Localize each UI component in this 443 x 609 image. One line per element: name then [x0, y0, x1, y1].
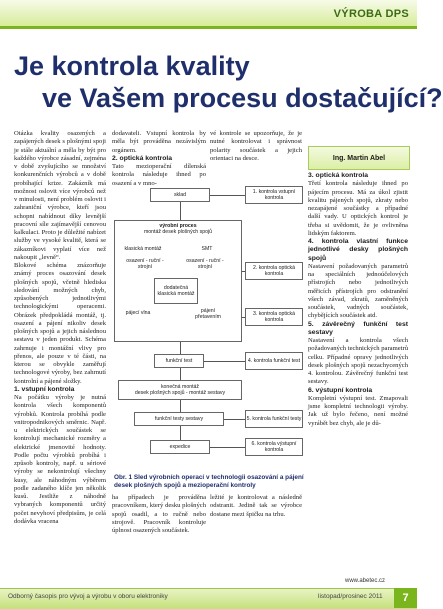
box-expedice: expedice [150, 440, 210, 454]
section-heading: 6. výstupní kontrola [308, 386, 373, 394]
box-funkcni-test: funkční test [154, 354, 204, 368]
connector [204, 361, 245, 362]
title-line-1: Je kontrola kvality [14, 51, 250, 81]
label-pajeni-vlna: pájecí vlna [125, 310, 151, 316]
connector [242, 271, 245, 272]
text-column-2-top [112, 130, 206, 187]
process-diagram [110, 182, 305, 470]
paragraph: vé kontrole se upozorňuje, že je nutné kontrolovat i správnost polarity součástek a jejich orientaci na desce. [210, 130, 302, 162]
paragraph: ha případech je prováděna pracovníkem, který desku plošných spojů osadil, a to ručně nebo strojově. Pracovník kontroluje úplnost osazených součástek. [112, 494, 206, 534]
label-konecna-2: desek plošných spojů - montáž sestavy [134, 390, 226, 396]
label-klasicka: klasická montáž [124, 246, 162, 252]
label-konecna: konečná montáž [160, 384, 200, 390]
label-osazeni-1: osazení - ruční - strojní [126, 258, 164, 270]
text-column-3-top [210, 130, 302, 178]
box-control-6: 6. kontrola výstupní kontrola [245, 438, 303, 456]
box-control-1: 1. kontrola vstupní kontrola [245, 186, 303, 204]
footer-date: listopad/prosinec 2011 [318, 593, 383, 600]
label-smt: SMT [201, 246, 213, 252]
paragraph: Nastavení a kontrola všech požadovaných technických parametrů celku. Případné opravy jednotlivých desek plošných spojů nezachycených 4. kontrolou. Závěrečný funkční test sestavy. [308, 337, 408, 386]
page-number: 7 [394, 588, 417, 608]
figure-caption: Obr. 1 Sled výrobních operací v technologii osazování a pájení desek plošných spojů a mezioperační kontroly [114, 474, 304, 489]
box-control-3: 3. kontrola optická kontrola [245, 308, 303, 326]
paragraph: Blokové schéma znázorňuje známý proces osazování desek plošných spojů, včetně hlediska sledování možných chyb, způsobených jednotlivými technologickými operacemi. Obrázek předpokládá montáž, tj. osazení a pájení nikoliv desek plošných spojů a jejich následnou sestavu v jeden produkt. Schéma zahrnuje i montážní vlivy pro přenos, ale pouze v té části, na kterou se obvykle zaměřují technologové výroby, bez zahrnutí kontrolní a pájené složky. [14, 262, 106, 385]
section-heading: 1. vstupní kontrola [14, 385, 75, 393]
paragraph: Na počátku výroby je nutná kontrola všech komponentů výrobků. Kontrola probíhá podle vnitropodnikových směrnic. Např. u elektrických součástek se kontrolují mechanické rozměry a elektrické jmenovité hodnoty. Podle počtu výrobků probíhá i způsob kontroly, např. u sériové výroby se nekontrolují všechny kusy, ale náhodným výběrem podle zadaného klíče jen několik kusů. Jestliže z náhodně vybraných komponentů určitý počet nevyhoví předpisům, je celá dodávka vracena [14, 394, 106, 525]
connector [210, 447, 245, 448]
connector [210, 195, 245, 196]
label-osazeni-2: osazení - ruční - strojní [186, 258, 224, 270]
connector [180, 342, 181, 354]
box-control-4: 4. kontrola funkční test [245, 352, 303, 370]
paragraph: dodavateli. Vstupní kontrola by měla být prováděna nezávislým orgánem. [112, 130, 206, 154]
connector [180, 400, 181, 412]
box-control-2: 2. kontrola optická kontrola [245, 262, 303, 280]
connector [180, 202, 181, 220]
connector [180, 426, 181, 440]
connector [180, 368, 181, 380]
paragraph: Kompletní výstupní test. Zmapovali jsme kompletní technologii výroby. Jak už bylo řečeno, není možné vyrábět bez chyb, ale je dů- [308, 394, 408, 427]
section-label: VÝROBA DPS [333, 8, 409, 20]
author-box: Ing. Martin Abel [308, 146, 410, 170]
box-sklad: sklad [150, 188, 210, 202]
box-dodatecna: dodatečná klasická montáž [154, 278, 198, 304]
paragraph: Tato mezioperační dílenská kontrola následuje ihned po osazení a v mno- [112, 163, 206, 187]
footer-text: Odborný časopis pro vývoj a výrobu v oboru elektroniky [8, 593, 168, 600]
label-vyrobni: výrobní proces [159, 223, 197, 229]
text-column-3-bottom [210, 494, 302, 580]
box-funkcni-testy-sestavy: funkční testy sestavy [134, 412, 224, 426]
section-heading: 2. optická kontrola [112, 154, 173, 162]
label-montaz: montáž desek plošných spojů [143, 229, 213, 235]
box-control-5: 5. kontrola funkční testy [245, 410, 303, 428]
section-heading: 5. závěrečný funkční test sestavy [308, 320, 408, 336]
label-pajeni-pretaveni: pájení přetavením [195, 308, 221, 320]
connector [242, 317, 245, 318]
paragraph: Otázka kvality osazených a zapájených desek s plošnými spoji je stále aktuální a měla by být pro každého výrobce zásadní, zejména v době zvyšujícího se množství konkurenčních výrobců a v době probíhající krize. Zakázník má možnost oslovit více výrobců než v minulosti, není problém oslovit i zahraniční výrobce, kteří jsou schopni nabídnout díky levnější pracovní síle zajímavější cenovou kalkulaci. Proto je důležité nabízet služby ve vysoké kvalitě, která se zákazníkovi vyplatí více než nakoupit „levně“. [14, 130, 106, 261]
article-title [14, 50, 443, 114]
title-line-2: ve Vašem procesu dostačující? [42, 83, 443, 113]
section-heading: 3. optická kontrola [308, 172, 369, 179]
text-column-1 [14, 130, 106, 582]
text-column-2-bottom [112, 494, 206, 580]
box-konecna-montaz [118, 380, 242, 400]
connector [224, 419, 245, 420]
website[interactable]: www.abetec.cz [345, 578, 386, 584]
paragraph: Nastavení požadovaných parametrů na speciálních jednoúčelových přístrojích nebo jednotlivých měřicích přístrojích pro odstranění všech závad, zkratů, zaměněných součástek, vadných součástek, chybějících součástek atd. [308, 262, 408, 320]
paragraph: ležité je kontrolovat a následně odstranit. Jedině tak se výrobce dostane mezi špičku na trhu. [210, 494, 302, 518]
paragraph: Třetí kontrola následuje ihned po pájecím procesu. Má za úkol zjistit kvalitu pájených spojů, zkraty nebo nezapájené součástky a případné další vady. U optických kontrol je třeba si uvědomit, že je ovlivněna lidským faktorem. [308, 180, 408, 237]
section-heading: 4. kontrola vlastní funkce jednotlivé desky plošných spojů [308, 238, 408, 262]
text-column-4 [308, 172, 408, 576]
